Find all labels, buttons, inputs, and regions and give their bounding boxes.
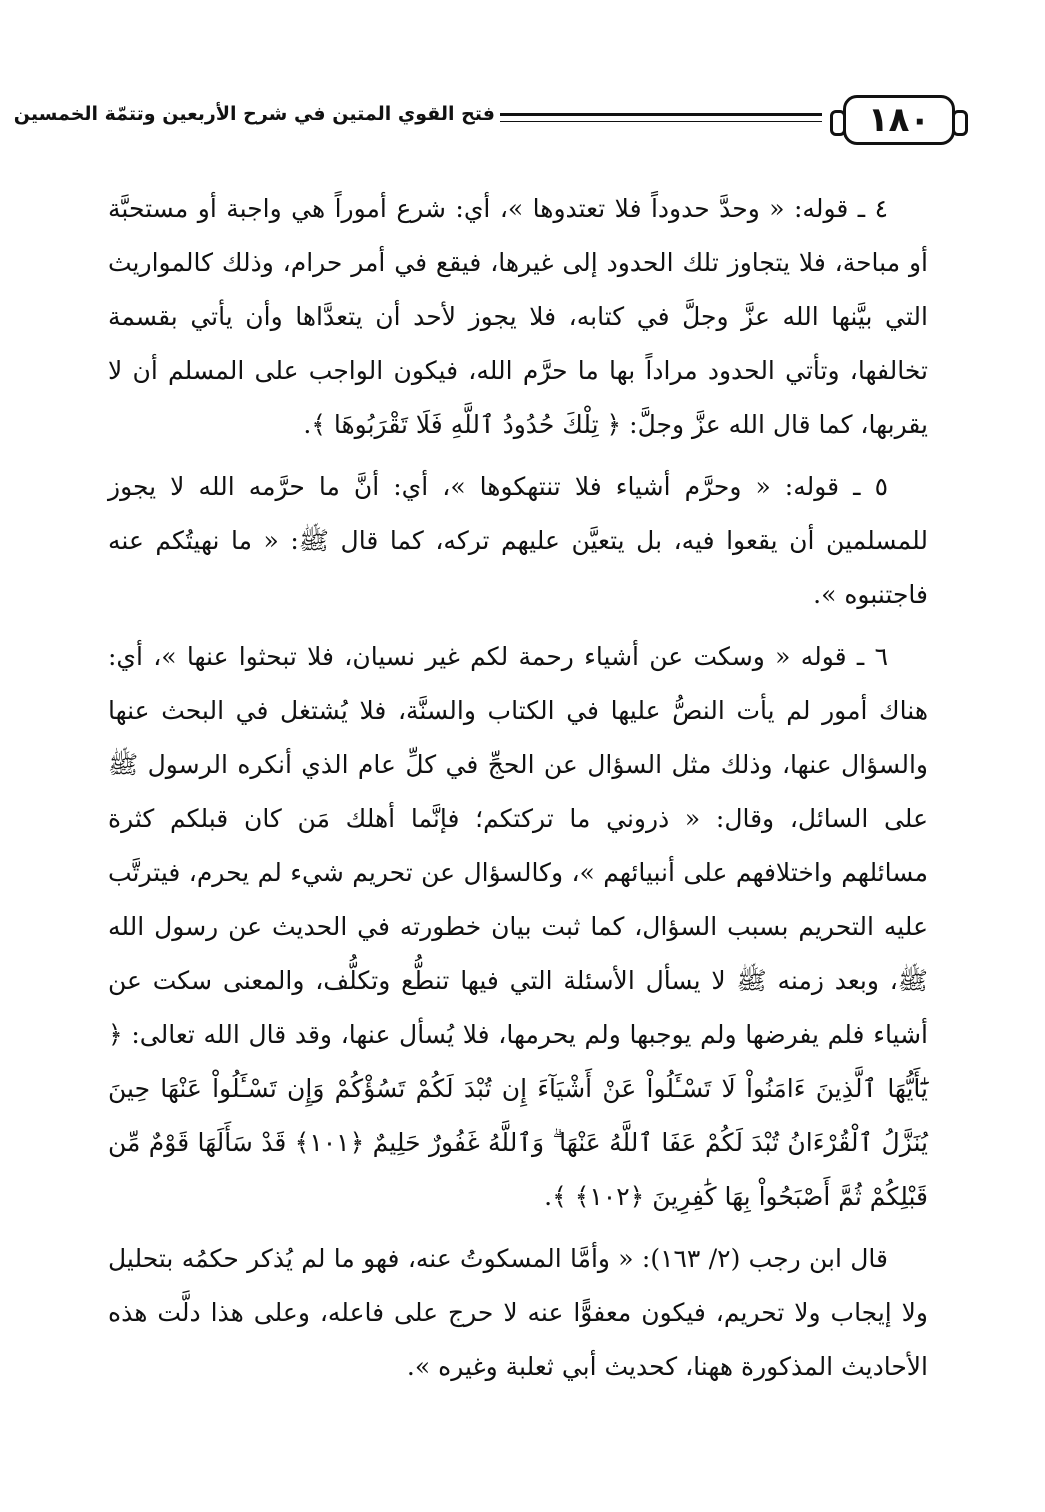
page-header <box>13 95 955 151</box>
paragraph-4: ٤ ـ قوله: « وحدَّ حدوداً فلا تعتدوها »، أي: شرع أموراً هي واجبة أو مستحبَّة أو مباحة، فلا يتجاوز تلك الحدود إلى غيرها، فيقع في أمر حرام، وذلك كالمواريث التي بيَّنها الله عزَّ وجلَّ في كتابه، فلا يجوز لأحد أن يتعدَّاها وأن يأتي بقسمة تخالفها، وتأتي الحدود مراداً بها ما حرَّم الله، فيكون الواجب على المسلم أن لا يقربها، كما قال الله عزَّ وجلَّ: ﴿ تِلْكَ حُدُودُ ٱللَّهِ فَلَا تَقْرَبُوهَا ﴾. <box>108 194 928 439</box>
paragraph-5: ٥ ـ قوله: « وحرَّم أشياء فلا تنتهكوها »، أي: أنَّ ما حرَّمه الله لا يجوز للمسلمين أن يقعوا فيه، بل يتعيَّن عليهم تركه، كما قال ﷺ: « ما نهيتُكم عنه فاجتنبوه ». <box>108 472 928 609</box>
header-rule <box>500 113 822 122</box>
paragraph-6: ٦ ـ قوله « وسكت عن أشياء رحمة لكم غير نسيان، فلا تبحثوا عنها »، أي: هناك أمور لم يأت النصُّ عليها في الكتاب والسنَّة، فلا يُشتغل في البحث عنها والسؤال عنها، وذلك مثل السؤال عن الحجِّ في كلِّ عام الذي أنكره الرسول ﷺ على السائل، وقال: « ذروني ما تركتكم؛ فإنَّما أهلك مَن كان قبلكم كثرة مسائلهم واختلافهم على أنبيائهم »، وكالسؤال عن تحريم شيء لم يحرم، فيترتَّب عليه التحريم بسبب السؤال، كما ثبت بيان خطورته في الحديث عن رسول الله ﷺ، وبعد زمنه ﷺ لا يسأل الأسئلة التي فيها تنطُّع وتكلُّف، والمعنى سكت عن أشياء فلم يفرضها ولم يوجبها ولم يحرمها، فلا يُسأل عنها، وقد قال الله تعالى: ﴿ يَٰٓأَيُّهَا ٱلَّذِينَ ءَامَنُواْ لَا تَسْـَٔلُواْ عَنْ أَشْيَآءَ إِن تُبْدَ لَكُمْ تَسُؤْكُمْ وَإِن تَسْـَٔلُواْ عَنْهَا حِينَ يُنَزَّلُ ٱلْقُرْءَانُ تُبْدَ لَكُمْ عَفَا ٱللَّهُ عَنْهَا ۗ وَٱللَّهُ غَفُورٌ حَلِيمٌ ﴿١٠١﴾ قَدْ سَأَلَهَا قَوْمٌ مِّن قَبْلِكُمْ ثُمَّ أَصْبَحُواْ بِهَا كَٰفِرِينَ ﴿١٠٢﴾ ﴾. <box>108 642 929 1211</box>
page-body <box>108 182 928 1394</box>
running-title: فتح القوي المتين في شرح الأربعين وتتمّة الخمسين <box>13 103 495 125</box>
page-number: ١٨٠ <box>843 95 955 145</box>
paragraph-ibn-rajab-quote: قال ابن رجب (٢/ ١٦٣): « وأمَّا المسكوتُ عنه، فهو ما لم يُذكر حكمُه بتحليل ولا إيجاب ولا تحريم، فيكون معفوًّا عنه لا حرج على فاعله، وعلى هذا دلَّت هذه الأحاديث المذكورة ههنا، كحديث أبي ثعلبة وغيره ». <box>108 1244 928 1381</box>
